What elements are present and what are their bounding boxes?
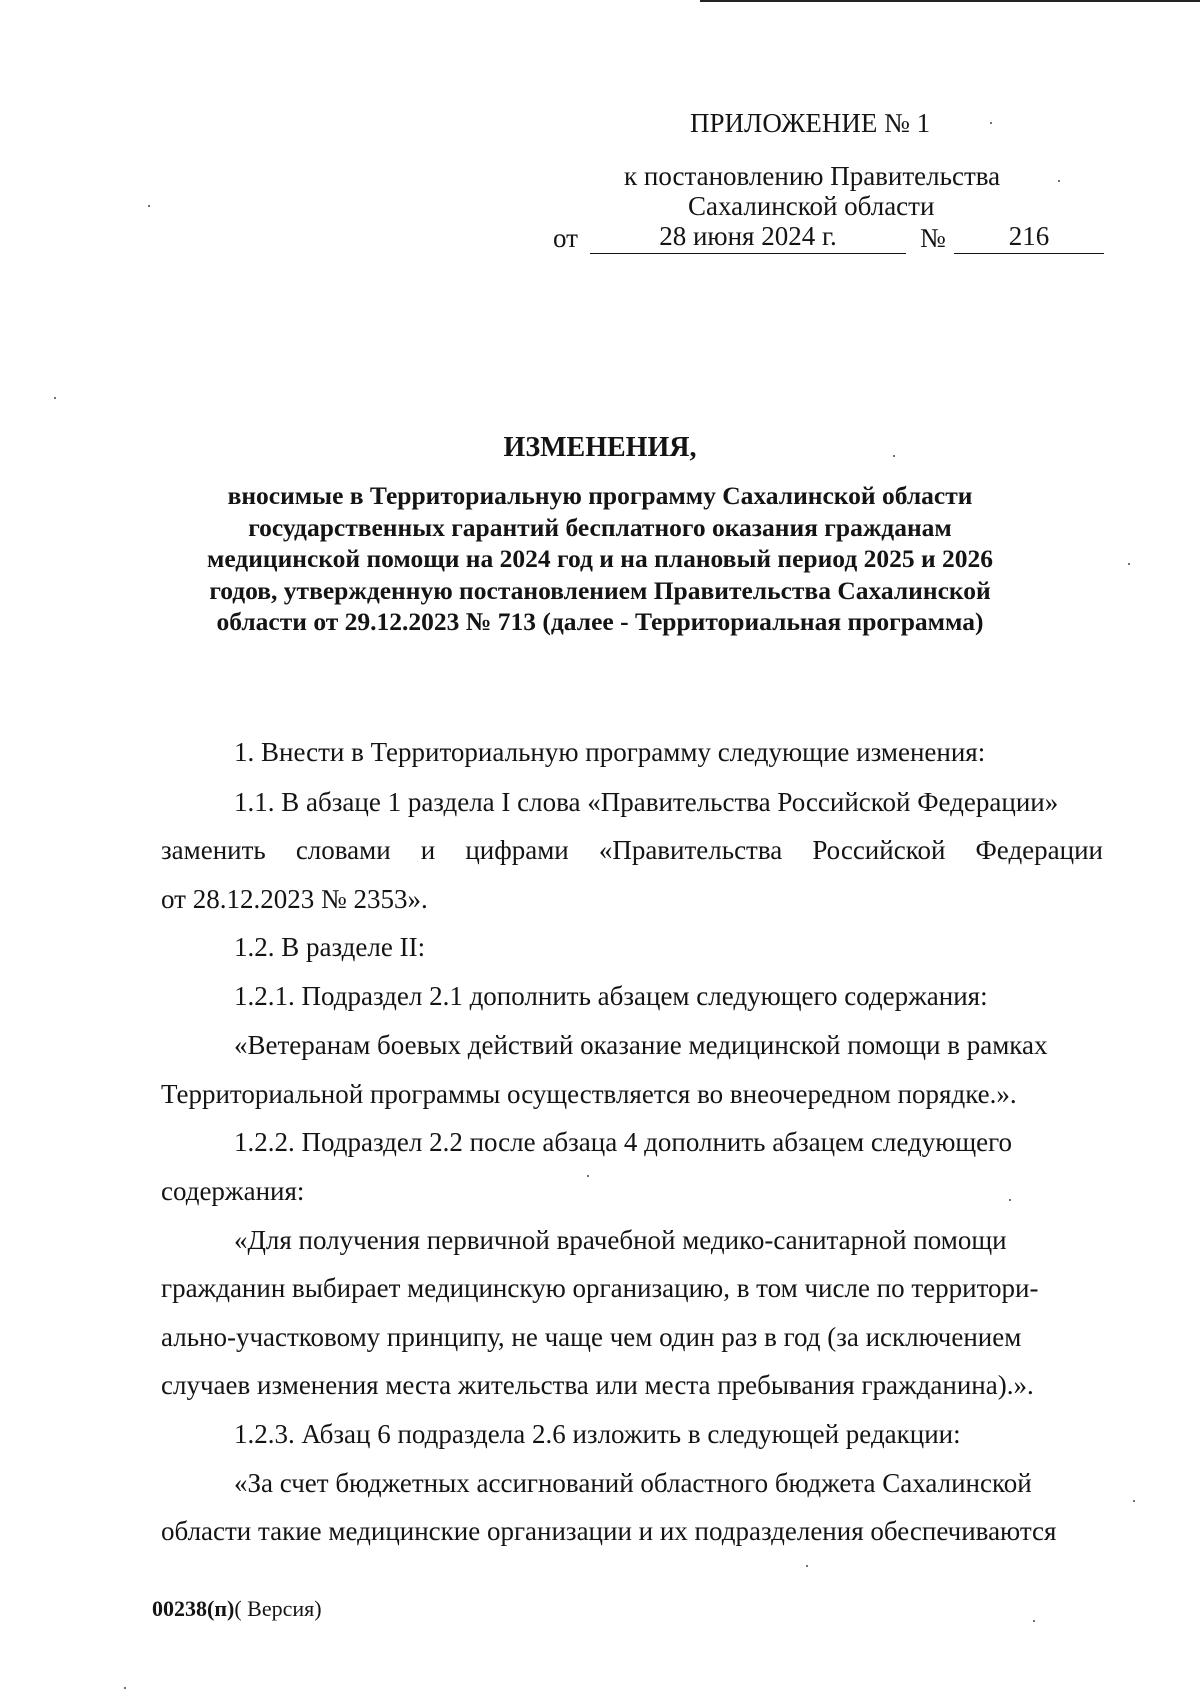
document-subtitle [150,480,1050,638]
body-line: 1.2.1. Подраздел 2.1 дополнить абзацем следующего содержания: [234,981,988,1011]
body-line: содержания: [161,1176,305,1206]
body-line: 1. Внести в Территориальную программу следующие изменения: [234,737,986,767]
body-line: «Ветеранам боевых действий оказание медицинской помощи в рамках [234,1030,1048,1060]
body-line: Территориальной программы осуществляется во внеочередном порядке.». [161,1079,1017,1109]
body-line: заменить словами и цифрами «Правительства Российской Федерации [161,835,1103,865]
body-line: случаев изменения места жительства или места пребывания гражданина).». [161,1370,1034,1400]
body-line: «Для получения первичной врачебной медико-санитарной помощи [234,1225,1007,1255]
subtitle-line: вносимые в Территориальную программу Сахалинской области [227,481,973,510]
appendix-date: 28 июня 2024 г. [590,219,906,254]
body-line: области такие медицинские организации и их подразделения обеспечиваются [161,1516,1057,1546]
document-footer [152,1596,322,1622]
body-line: «За счет бюджетных ассигнований областного бюджета Сахалинской [234,1468,1032,1498]
document-title: ИЗМЕНЕНИЯ, [503,432,697,463]
subtitle-line: государственных гарантий бесплатного оказания гражданам [248,512,952,542]
subtitle-line: медицинской помощи на 2024 год и на плановый период 2025 и 2026 [206,544,994,573]
scan-speck [124,1687,126,1689]
body-line: гражданин выбирает медицинскую организацию, в том числе по территори- [161,1273,1039,1303]
appendix-number-label: № [920,223,946,253]
scan-speck [893,455,895,457]
scan-speck [1009,1199,1011,1201]
body-line: 1.2. В разделе II: [234,932,426,962]
scan-speck [54,397,56,399]
appendix-title: ПРИЛОЖЕНИЕ № 1 [690,108,931,138]
scan-speck [990,122,992,124]
scan-speck [587,1175,589,1177]
scan-speck [1133,1500,1135,1502]
scan-speck [1058,180,1060,182]
body-line: 1.2.3. Абзац 6 подраздела 2.6 изложить в следующей редакции: [234,1419,961,1449]
scan-speck [1128,563,1130,565]
scan-speck [806,1565,808,1567]
body-line: 1.2.2. Подраздел 2.2 после абзаца 4 дополнить абзацем следующего [234,1127,1013,1157]
appendix-to-resolution: к постановлению Правительства [624,161,1001,191]
scan-edge-line [700,0,1200,2]
footer-version: ( Версия) [234,1596,322,1621]
subtitle-line: годов, утвержденную постановлением Правительства Сахалинской [209,575,991,605]
body-line: ально-участковому принципу, не чаще чем один раз в год (за исключением [161,1322,1022,1352]
body-line: 1.1. В абзаце 1 раздела I слова «Правительства Российской Федерации» [234,787,1059,817]
appendix-region: Сахалинской области [688,191,935,221]
subtitle-line: области от 29.12.2023 № 713 (далее - Территориальная программа) [216,607,984,636]
scan-speck [148,205,150,207]
scan-speck [1033,1620,1035,1622]
appendix-number: 216 [954,219,1104,254]
body-line: от 28.12.2023 № 2353». [161,884,428,914]
appendix-from-label: от [553,223,578,253]
footer-code: 00238(п) [152,1596,235,1621]
